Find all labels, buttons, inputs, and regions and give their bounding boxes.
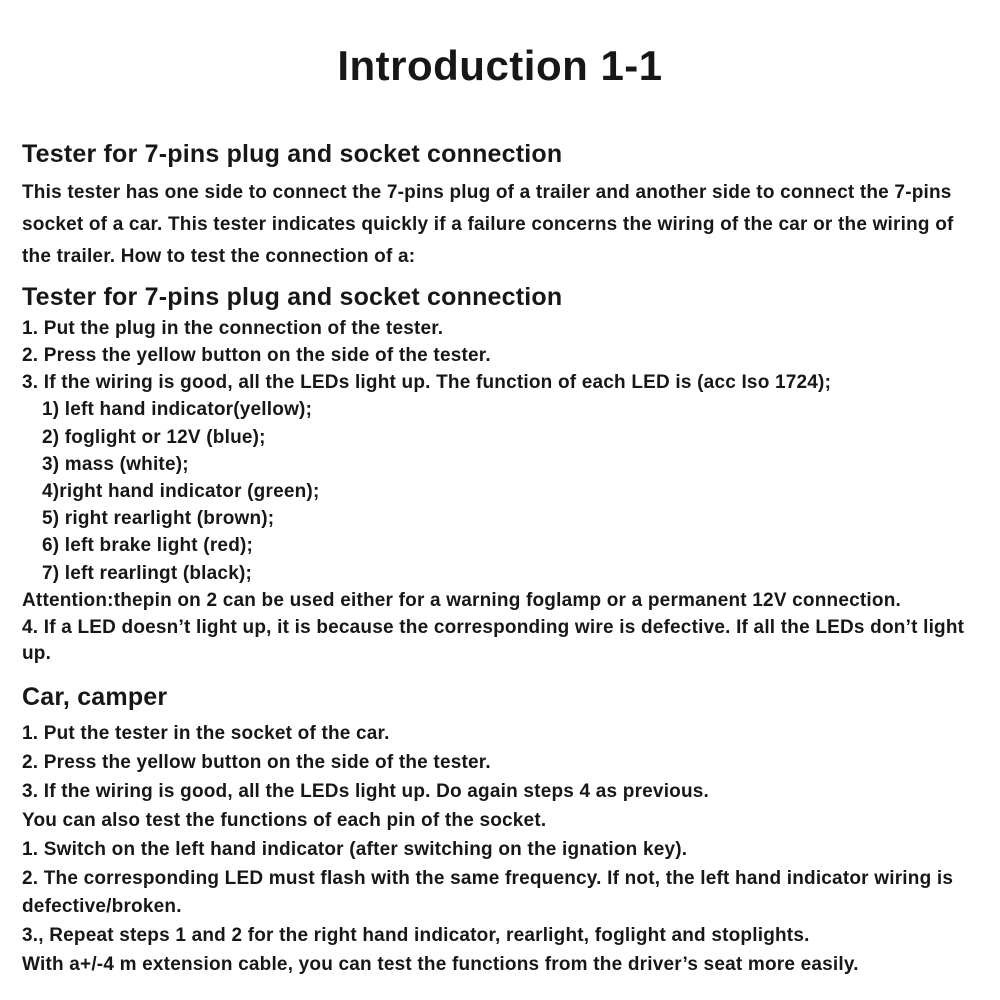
attention-note: Attention:thepin on 2 can be used either for a warning foglamp or a permanent 12V connection. bbox=[22, 589, 901, 611]
tester-step-3: 3. If the wiring is good, all the LEDs light up. The function of each LED is (acc Iso 1724); bbox=[22, 372, 832, 394]
section-tester-intro bbox=[22, 126, 978, 273]
car-step-2: 2. Press the yellow button on the side of the tester. bbox=[22, 751, 491, 773]
section-car-camper bbox=[22, 669, 978, 981]
led-function-4: 4)right hand indicator (green); bbox=[42, 481, 320, 503]
led-function-3: 3) mass (white); bbox=[42, 453, 189, 475]
led-function-5: 5) right rearlight (brown); bbox=[42, 508, 275, 530]
pin-test-step-3: 3., Repeat steps 1 and 2 for the right hand indicator, rearlight, foglight and stoplights. bbox=[22, 925, 810, 947]
section-tester-steps bbox=[22, 273, 978, 669]
car-camper-steps-list bbox=[22, 718, 978, 981]
car-step-1: 1. Put the tester in the socket of the car. bbox=[22, 722, 390, 744]
tester-intro-paragraph: This tester has one side to connect the 7-pins plug of a trailer and another side to connect the 7-pins socket of a car. This tester indicates quickly if a failure concerns the wiring of the car or the wiring of the trailer. How to test the connection of a: bbox=[22, 182, 954, 267]
led-function-7: 7) left rearlingt (black); bbox=[42, 562, 253, 584]
section-heading-car-camper: Car, camper bbox=[22, 682, 168, 711]
section-heading-tester-steps: Tester for 7-pins plug and socket connection bbox=[22, 282, 563, 311]
section-heading-tester-intro: Tester for 7-pins plug and socket connection bbox=[22, 140, 563, 168]
page-title: Introduction 1-1 bbox=[337, 42, 663, 89]
car-note-pin-test: You can also test the functions of each pin of the socket. bbox=[22, 809, 547, 831]
car-step-3: 3. If the wiring is good, all the LEDs light up. Do again steps 4 as previous. bbox=[22, 780, 710, 802]
tester-step-2: 2. Press the yellow button on the side of the tester. bbox=[22, 344, 491, 366]
tester-steps-list bbox=[22, 314, 978, 669]
led-function-2: 2) foglight or 12V (blue); bbox=[42, 426, 266, 448]
pin-test-step-2: 2. The corresponding LED must flash with the same frequency. If not, the left hand indicator wiring is defective/broken. bbox=[22, 868, 954, 918]
pin-test-step-1: 1. Switch on the left hand indicator (after switching on the ignation key). bbox=[22, 839, 688, 860]
extension-cable-note: With a+/-4 m extension cable, you can test the functions from the driver’s seat more easily. bbox=[22, 954, 859, 976]
led-function-list bbox=[22, 397, 978, 588]
tester-step-1: 1. Put the plug in the connection of the tester. bbox=[22, 317, 444, 339]
led-function-1: 1) left hand indicator(yellow); bbox=[42, 399, 313, 421]
led-function-6: 6) left brake light (red); bbox=[42, 535, 254, 557]
tester-step-4: 4. If a LED doesn’t light up, it is because the corresponding wire is defective. If all the LEDs don’t light up. bbox=[22, 617, 965, 665]
